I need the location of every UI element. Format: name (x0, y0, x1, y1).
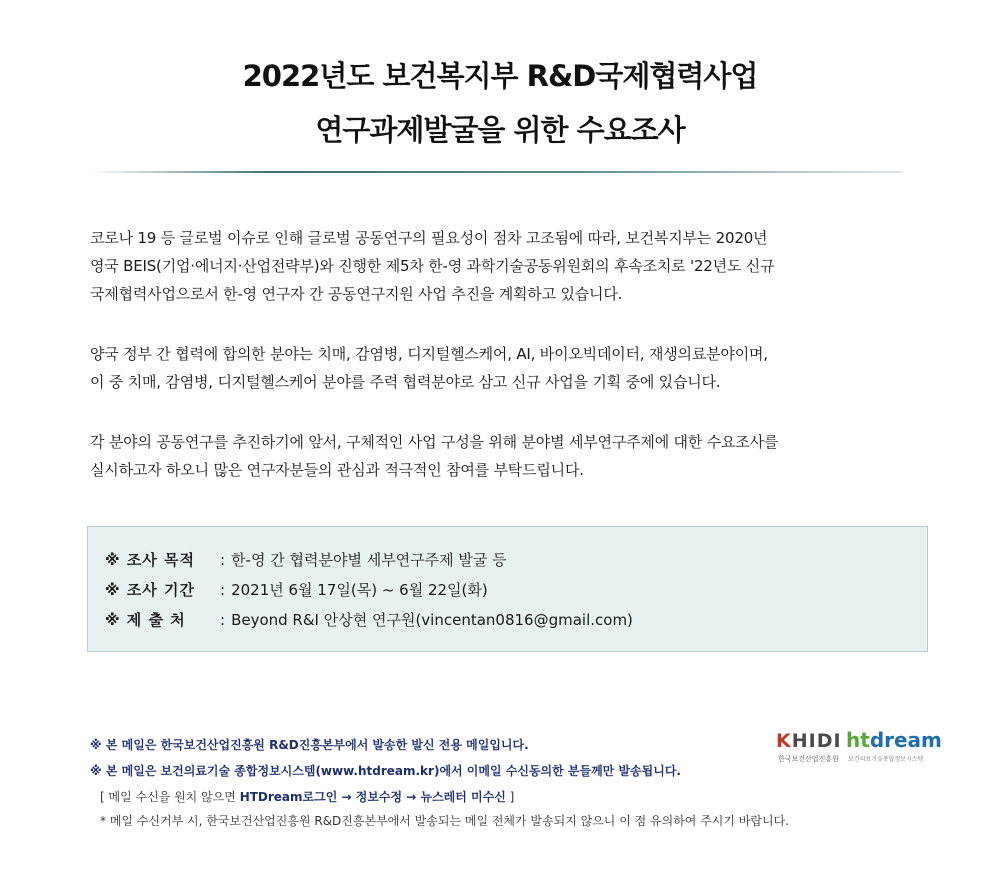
footer-notice-consent: ※ 본 메일은 보건의료기술 종합정보시스템(www.htdream.kr)에서 이메일 수신동의한 분들께만 발송됩니다. (90, 764, 681, 778)
paragraph-line: 각 분야의 공동연구를 추진하기에 앞서, 구체적인 사업 구성을 위해 분야별 세부연구주제에 대한 수요조사를 (90, 433, 779, 451)
submission-value[interactable]: Beyond R&I 안상현 연구원(vincentan0816@gmail.com) (231, 611, 633, 629)
footer-disclaimer: * 메일 수신거부 시, 한국보건산업진흥원 R&D진흥본부에서 발송되는 메일 전체가 발송되지 않으니 이 점 유의하여 주시기 바랍니다. (100, 814, 789, 828)
request-paragraph (90, 428, 935, 484)
fields-paragraph (90, 340, 935, 396)
footer-unsubscribe (100, 788, 514, 805)
page-title-line2: 연구과제발굴을 위한 수요조사 (315, 113, 685, 147)
survey-purpose-row: ※ 조사 목적 : 한-영 간 협력분야별 세부연구주제 발굴 등 (105, 551, 507, 569)
htdream-logo-subtitle: 보건의료기술종합정보시스템 (848, 756, 924, 763)
survey-purpose-value: 한-영 간 협력분야별 세부연구주제 발굴 등 (231, 551, 507, 569)
survey-period-label: ※ 조사 기간 (105, 581, 195, 599)
survey-purpose-label: ※ 조사 목적 (105, 551, 195, 569)
htdream-logo: htdream (846, 728, 942, 752)
paragraph-line: 양국 정부 간 협력에 합의한 분야는 치매, 감염병, 디지털헬스케어, AI, 바이오빅데이터, 재생의료분야이며, (90, 345, 768, 363)
page-title-line1: 2022년도 보건복지부 R&D국제협력사업 (242, 59, 758, 93)
footer-logos (776, 728, 942, 770)
paragraph-line: 실시하고자 하오니 많은 연구자분들의 관심과 적극적인 참여를 부탁드립니다. (90, 461, 584, 479)
unsubscribe-suffix: ] (505, 790, 515, 804)
unsubscribe-prefix: [ 메일 수신을 원치 않으면 (100, 790, 240, 804)
survey-period-row: ※ 조사 기간 : 2021년 6월 17일(목) ~ 6월 22일(화) (105, 581, 488, 599)
survey-info-box (87, 526, 928, 652)
paragraph-line: 코로나 19 등 글로벌 이슈로 인해 글로벌 공동연구의 필요성이 점차 고조됨에 따라, 보건복지부는 2020년 (90, 229, 768, 247)
title-divider (90, 171, 902, 173)
paragraph-line: 이 중 치매, 감염병, 디지털헬스케어 분야를 주력 협력분야로 삼고 신규 사업을 기획 중에 있습니다. (90, 373, 721, 391)
submission-row: ※ 제 출 처 : Beyond R&I 안상현 연구원(vincentan0816@gmail.com) (105, 611, 633, 629)
unsubscribe-link[interactable]: HTDream로그인 → 정보수정 → 뉴스레터 미수신 (239, 790, 506, 804)
intro-paragraph (90, 224, 935, 308)
survey-period-value: 2021년 6월 17일(목) ~ 6월 22일(화) (231, 581, 488, 599)
paragraph-line: 국제협력사업으로서 한-영 연구자 간 공동연구지원 사업 추진을 계획하고 있습니다. (90, 285, 623, 303)
khidi-logo: KHIDI (776, 730, 842, 752)
khidi-logo-subtitle: 한국보건산업진흥원 (778, 755, 839, 763)
submission-label: ※ 제 출 처 (105, 611, 186, 629)
paragraph-line: 영국 BEIS(기업·에너지·산업전략부)와 진행한 제5차 한-영 과학기술공동위원회의 후속조치로 '22년도 신규 (90, 257, 775, 275)
footer-notice-sender: ※ 본 메일은 한국보건산업진흥원 R&D진흥본부에서 발송한 발신 전용 메일입니다. (90, 738, 529, 752)
